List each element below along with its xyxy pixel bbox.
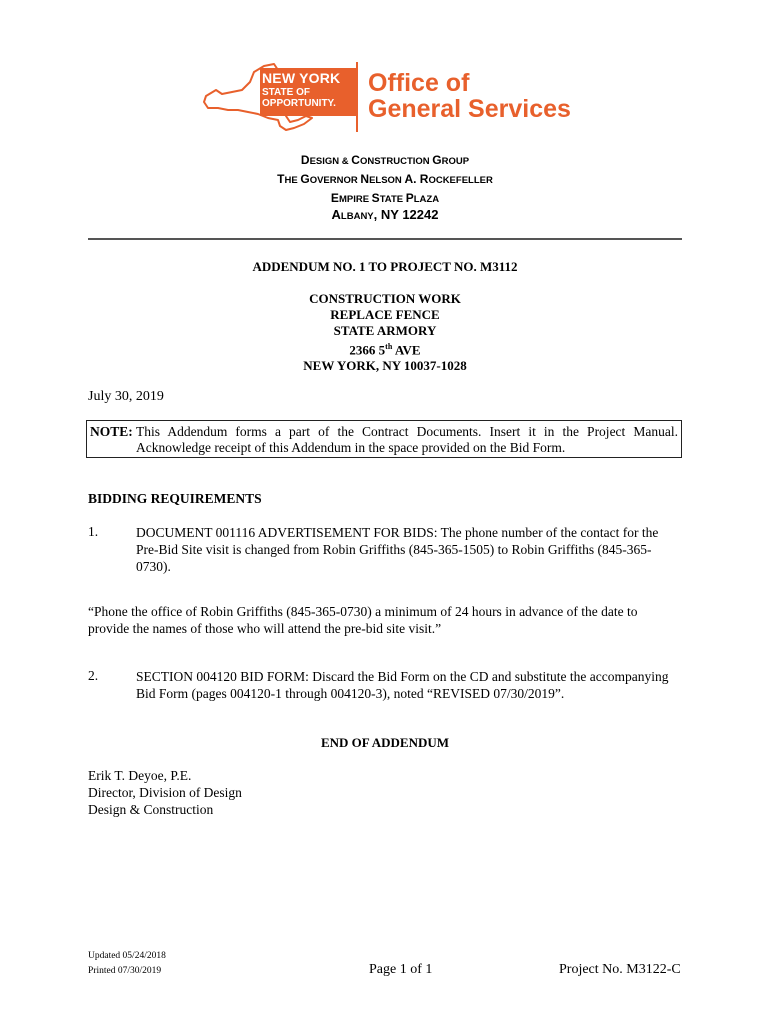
project-line: REPLACE FENCE bbox=[330, 307, 440, 322]
logo-tagline bbox=[262, 88, 336, 109]
footer-dates bbox=[88, 949, 166, 979]
item-text: DOCUMENT 001116 ADVERTISEMENT FOR BIDS: The phone number of the contact for the Pre-Bid Site visit is changed from Robin Griffiths (845-365-1505) to Robin Griffiths (845-365-0730). bbox=[136, 525, 659, 574]
logo-divider bbox=[356, 62, 358, 132]
project-line: STATE ARMORY bbox=[333, 323, 437, 338]
footer-printed: Printed 07/30/2019 bbox=[88, 966, 162, 976]
item-text: SECTION 004120 BID FORM: Discard the Bid Form on the CD and substitute the accompanying Bid Form (pages 004120-1 through 004120-3), noted “REVISED 07/30/2019”. bbox=[136, 669, 669, 701]
footer-updated: Updated 05/24/2018 bbox=[88, 951, 166, 961]
header-group-line: DESIGN & CONSTRUCTION GROUP bbox=[300, 153, 470, 167]
quoted-instruction: “Phone the office of Robin Griffiths (845-365-0730) a minimum of 24 hours in advance of the date to provide the names of those who will attend the pre-bid site visit.” bbox=[88, 604, 638, 636]
header-city-line: ALBANY, NY 12242 bbox=[331, 207, 439, 222]
logo-tagline-line2: OPPORTUNITY. bbox=[262, 97, 336, 109]
agency-name-line2: General Services bbox=[368, 95, 571, 123]
logo-tagline-line1: STATE OF bbox=[262, 87, 310, 98]
project-line: NEW YORK, NY 10037-1028 bbox=[303, 358, 467, 374]
note-text-line1: This Addendum forms a part of the Contract Documents. Insert it in the Project Manual. bbox=[136, 424, 678, 439]
end-of-addendum: END OF ADDENDUM bbox=[320, 735, 450, 750]
signature-block bbox=[88, 767, 242, 818]
addendum-title: ADDENDUM NO. 1 TO PROJECT NO. M3112 bbox=[252, 259, 518, 274]
note-text-line2: Acknowledge receipt of this Addendum in the space provided on the Bid Form. bbox=[136, 440, 566, 455]
footer-page-number: Page 1 of 1 bbox=[369, 962, 433, 977]
signer-department: Design & Construction bbox=[88, 802, 214, 817]
footer-project-number: Project No. M3122-C bbox=[559, 962, 681, 977]
signer-title: Director, Division of Design bbox=[88, 785, 242, 800]
section-heading: BIDDING REQUIREMENTS bbox=[88, 491, 262, 506]
header-rule bbox=[88, 238, 682, 240]
item-number: 1. bbox=[88, 524, 99, 539]
agency-name bbox=[368, 70, 571, 122]
agency-name-line1: Office of bbox=[368, 69, 470, 97]
document-date: July 30, 2019 bbox=[88, 389, 164, 404]
project-block bbox=[0, 291, 770, 374]
project-line: CONSTRUCTION WORK bbox=[309, 291, 461, 306]
header-plaza-line: EMPIRE STATE PLAZA bbox=[330, 191, 440, 205]
item-number: 2. bbox=[88, 668, 99, 683]
note-label: NOTE: bbox=[90, 424, 133, 439]
logo-state-name: NEW YORK bbox=[262, 70, 341, 86]
project-address: 2366 5th AVE bbox=[349, 342, 421, 358]
signer-name: Erik T. Deyoe, P.E. bbox=[88, 768, 192, 783]
header-building-line: THE GOVERNOR NELSON A. ROCKEFELLER bbox=[277, 172, 493, 186]
